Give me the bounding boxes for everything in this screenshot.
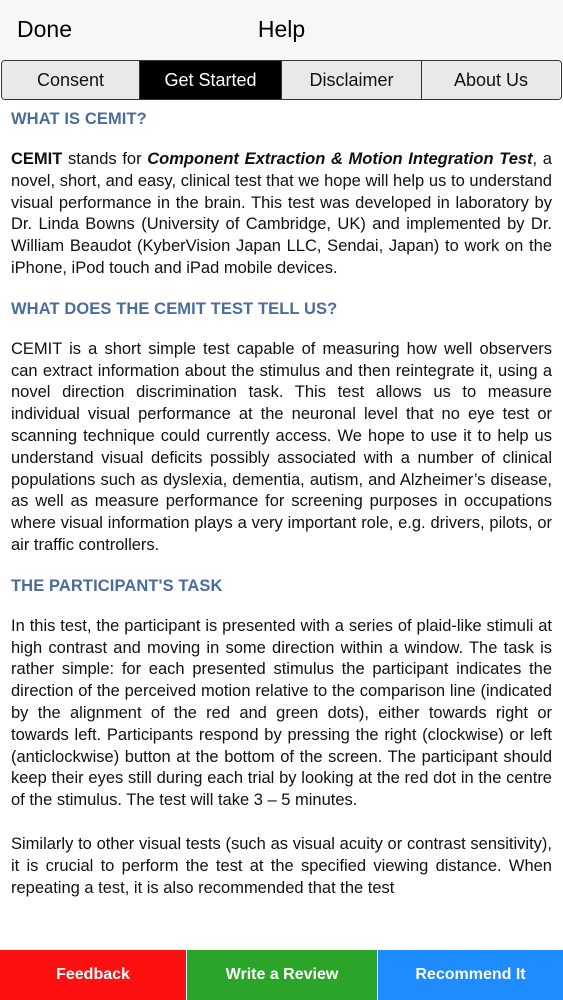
text-fragment: , a novel, short, and easy, clinical test that we hope will help us to understand visual performance in the brain. This test was developed in laboratory by Dr. Linda Bowns (University of Cambridge, UK) and implemented by Dr. William Beaudot (KyberVision Japan LLC, Sendai, Japan) to work on the iPhone, iPod touch and iPad mobile devices. bbox=[11, 150, 552, 277]
help-content-scroll[interactable] bbox=[0, 100, 563, 950]
navigation-bar bbox=[0, 0, 563, 60]
bottom-action-bar bbox=[0, 950, 563, 1000]
tab-about-us[interactable]: About Us bbox=[422, 61, 560, 99]
section-paragraph: CEMIT is a short simple test capable of measuring how well observers can extract information about the stimulus and then reintegrate it, using a novel direction discrimination task. This test allows us to measure individual visual performance at the neuronal level that no eye test or scanning technique could currently access. We hope to use it to help us understand visual deficits possibly associated with a number of clinical populations such as dyslexia, dementia, autism, and Alzheimer’s disease, as well as measure performance for screening purposes in occupations where visual information plays a very important role, e.g. drivers, pilots, or air traffic controllers. bbox=[11, 339, 552, 554]
text-fragment: stands for bbox=[62, 150, 148, 168]
feedback-button[interactable]: Feedback bbox=[0, 950, 186, 1000]
tab-consent[interactable]: Consent bbox=[2, 61, 140, 99]
tab-get-started[interactable]: Get Started bbox=[140, 61, 282, 99]
done-button[interactable]: Done bbox=[17, 16, 72, 42]
tab-disclaimer[interactable]: Disclaimer bbox=[282, 61, 422, 99]
section-heading-what-is-cemit: WHAT IS CEMIT? bbox=[11, 110, 147, 128]
section-heading-what-does-test-tell: WHAT DOES THE CEMIT TEST TELL US? bbox=[11, 299, 338, 318]
section-heading-participant-task: THE PARTICIPANT'S TASK bbox=[11, 576, 223, 595]
section-paragraph: Similarly to other visual tests (such as visual acuity or contrast sensitivity), it is crucial to perform the test at the specified viewing distance. When repeating a test, it is also recommended that the test bbox=[11, 834, 552, 897]
recommend-button[interactable]: Recommend It bbox=[377, 950, 563, 1000]
term-full-name: Component Extraction & Motion Integration Test bbox=[147, 150, 533, 168]
page-title: Help bbox=[257, 16, 306, 42]
section-paragraph bbox=[11, 149, 552, 280]
section-paragraph: In this test, the participant is presented with a series of plaid-like stimuli at high contrast and moving in some direction within a window. The task is rather simple: for each presented stimulus the participant indicates the direction of the perceived motion relative to the comparison line (indicated by the alignment of the red and green dots), either towards right or towards left. Participants respond by pressing the right (clockwise) or left (anticlockwise) button at the bottom of the screen. The participant should keep their eyes still during each trial by looking at the red dot in the centre of the stimulus. The test will take 3 – 5 minutes. bbox=[11, 616, 552, 810]
write-review-button[interactable]: Write a Review bbox=[186, 950, 377, 1000]
segmented-control bbox=[0, 60, 563, 100]
term-cemit: CEMIT bbox=[11, 150, 63, 168]
